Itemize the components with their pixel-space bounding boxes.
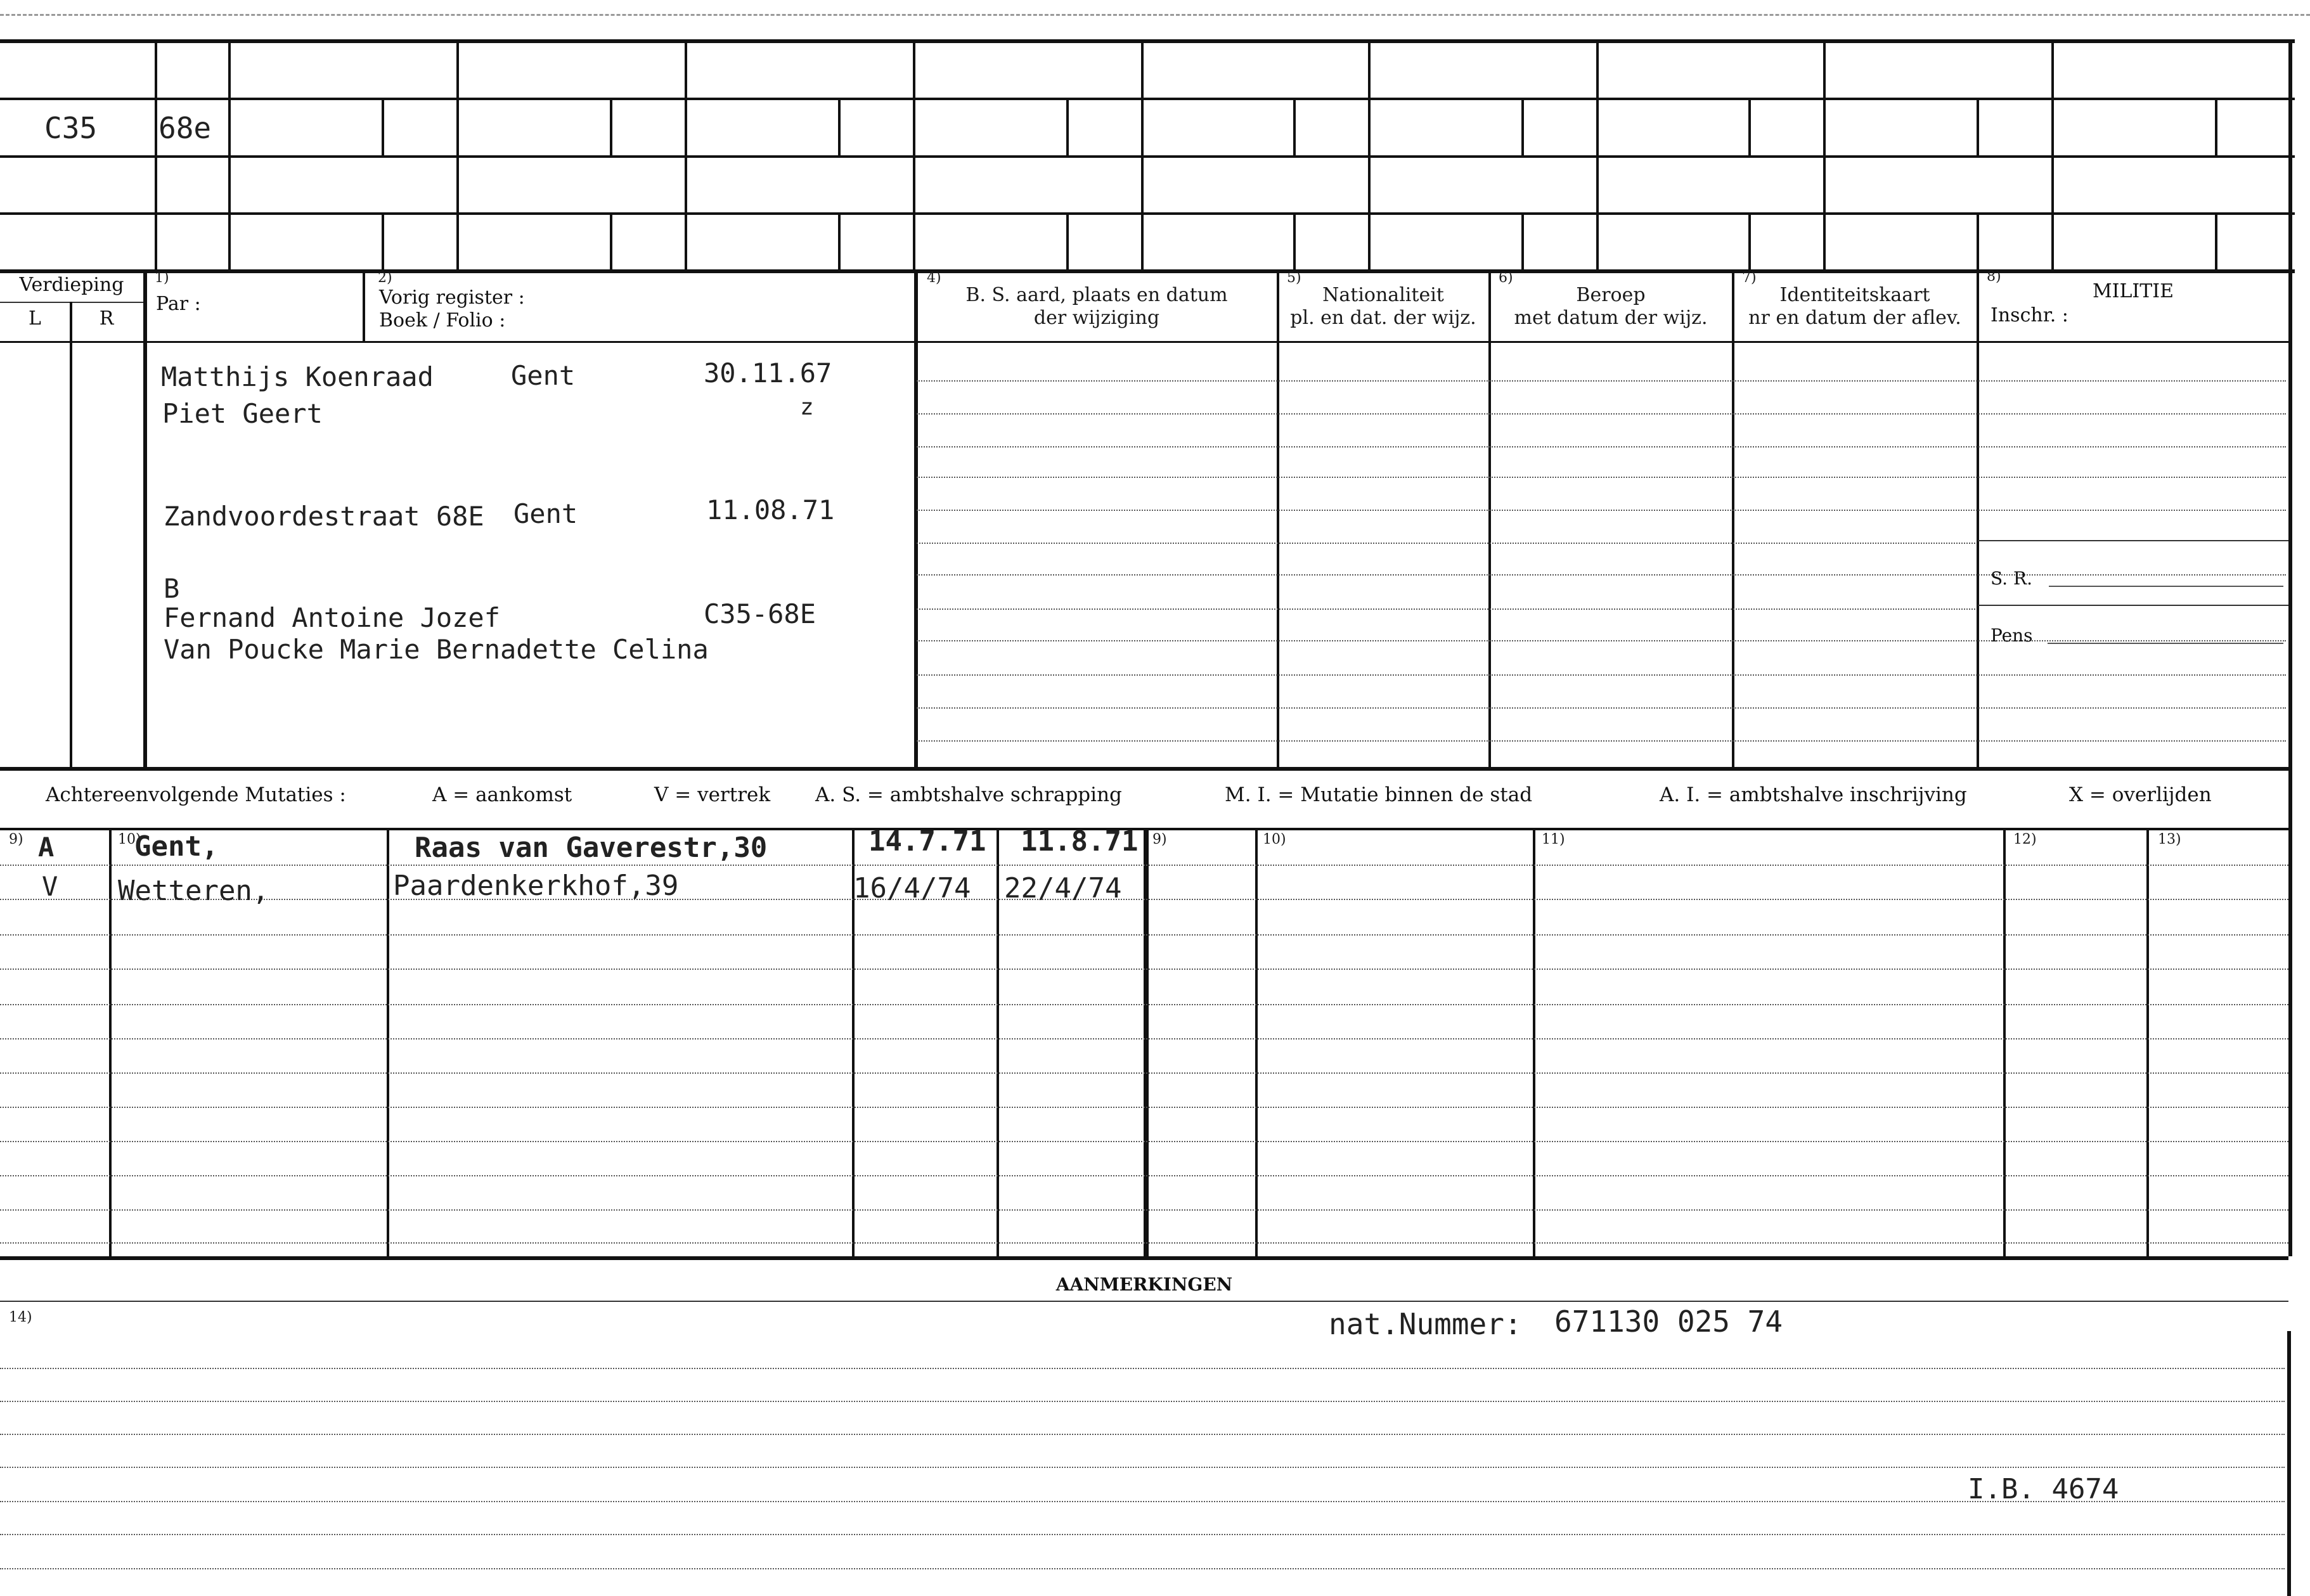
field-2-number: 2) bbox=[378, 270, 392, 286]
mut-col-10b: 10) bbox=[1263, 832, 1286, 847]
person-place2: Gent bbox=[513, 498, 578, 529]
field-5-number: 5) bbox=[1287, 270, 1301, 286]
mut-col-9b: 9) bbox=[1152, 832, 1167, 847]
code-68e: 68e bbox=[158, 111, 212, 145]
field-4-label: B. S. aard, plaats en datum der wijziging bbox=[965, 284, 1228, 329]
field-5-label: Nationaliteit pl. en dat. der wijz. bbox=[1290, 284, 1476, 329]
mut-col-12: 12) bbox=[2013, 832, 2037, 847]
mut-col-13: 13) bbox=[2158, 832, 2181, 847]
verdieping-title: Verdieping bbox=[19, 274, 124, 296]
field-4-number: 4) bbox=[927, 270, 941, 286]
field-2-label2: Boek / Folio : bbox=[379, 309, 506, 331]
person-name1: Matthijs Koenraad bbox=[161, 361, 434, 392]
remarks-title: AANMERKINGEN bbox=[1055, 1274, 1233, 1295]
person-mark: z bbox=[800, 394, 814, 420]
field-7-label: Identiteitskaart nr en datum der aflev. bbox=[1748, 284, 1961, 329]
nat-nummer-value: 671130 025 74 bbox=[1554, 1304, 1783, 1339]
code-c35: C35 bbox=[44, 111, 98, 145]
field-1-number: 1) bbox=[155, 270, 169, 286]
right-edge bbox=[2287, 1331, 2291, 1596]
verdieping-r: R bbox=[99, 307, 114, 330]
verdieping-l: L bbox=[29, 307, 41, 330]
person-date1: 30.11.67 bbox=[704, 357, 832, 389]
remarks-number: 14) bbox=[9, 1310, 32, 1325]
person-date2: 11.08.71 bbox=[706, 494, 835, 525]
ib-number: I.B. 4674 bbox=[1968, 1473, 2119, 1505]
person-name2: Piet Geert bbox=[162, 398, 323, 429]
person-mother: Van Poucke Marie Bernadette Celina bbox=[164, 634, 709, 665]
person-address: Zandvoordestraat 68E bbox=[164, 501, 484, 532]
torn-edge bbox=[0, 14, 2310, 16]
militie-pens: Pens bbox=[1991, 625, 2033, 646]
person-letter: B bbox=[164, 573, 180, 604]
field-8-number: 8) bbox=[1987, 269, 2001, 285]
militie-sr: S. R. bbox=[1991, 568, 2032, 589]
remarks-top-rule bbox=[0, 1301, 2288, 1302]
field-7-number: 7) bbox=[1742, 270, 1757, 286]
person-ref: C35-68E bbox=[704, 598, 816, 629]
field-6-number: 6) bbox=[1499, 270, 1513, 286]
field-2-label1: Vorig register : bbox=[379, 286, 525, 309]
person-father: Fernand Antoine Jozef bbox=[164, 602, 501, 633]
militie-inschr: Inschr. : bbox=[1991, 304, 2068, 326]
legend-top-rule bbox=[0, 767, 2288, 771]
person-place1: Gent bbox=[511, 360, 576, 391]
field-1-label: Par : bbox=[156, 293, 201, 315]
top-border bbox=[0, 39, 2295, 43]
mut-col-9: 9) bbox=[9, 832, 23, 847]
nat-nummer-label: nat.Nummer: bbox=[1329, 1307, 1522, 1341]
mut-col-10: 10) bbox=[118, 832, 141, 847]
field-6-label: Beroep met datum der wijz. bbox=[1514, 284, 1708, 329]
militie-title: MILITIE bbox=[2092, 280, 2174, 302]
mut-col-11: 11) bbox=[1542, 832, 1565, 847]
